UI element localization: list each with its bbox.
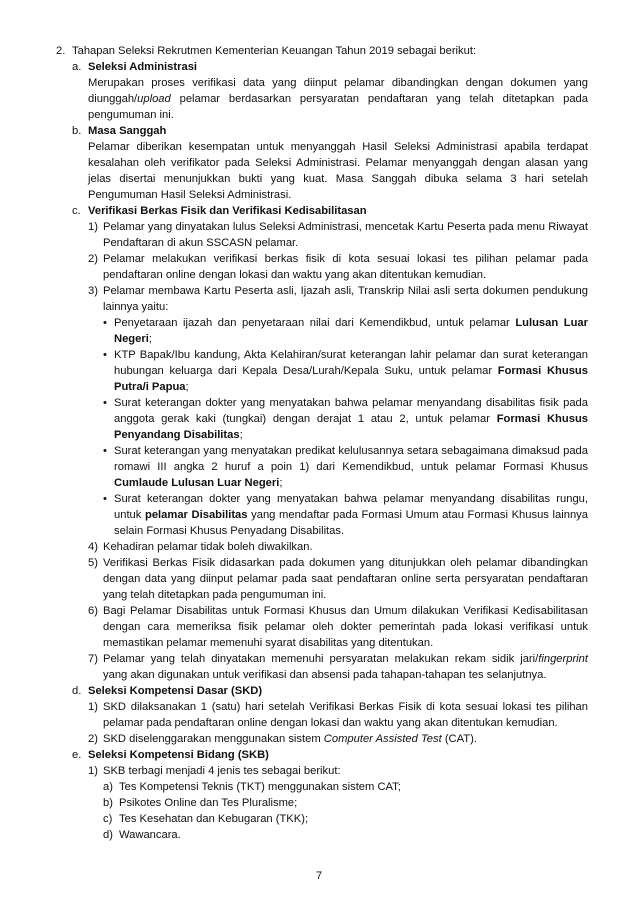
bullet-text: Surat keterangan dokter yang menyatakan bahwa pelamar menyandang disabilitas rungu, untuk pelamar Disabilitas yang mendaftar pada Formasi Umum atau Formasi Khusus lainnya selain Formasi Khusus Penyadang Disabilitas. [114,493,588,537]
e-subpoint-d [103,827,588,843]
bullet-item [103,491,588,539]
heading-text: Tahapan Seleksi Rekrutmen Kementerian Keuangan Tahun 2019 sebagai berikut: [72,45,477,57]
e-subpoint-b-text: Psikotes Online dan Tes Pluralisme; [119,797,298,809]
item-a-paragraph: Merupakan proses verifikasi data yang diinput pelamar dibandingkan dengan dokumen yang diunggah/upload pelamar berdasarkan persyaratan pendaftaran yang telah ditetapkan pada pengumuman ini. [88,77,588,121]
item-a-title: Seleksi Administrasi [88,61,198,73]
bullet-text: Surat keterangan dokter yang menyatakan bahwa pelamar menyandang disabilitas fisik pada anggota gerak kaki (tungkai) dengan derajat 1 atau 2, untuk pelamar Formasi Khusus Penyandang Disabilitas; [114,397,588,441]
bullet-item [103,443,588,491]
bullet-text: Surat keterangan yang menyatakan predikat kelulusannya setara sebagaimana dimaksud pada romawi III angka 2 huruf a poin 1) dari Kemendikbud, untuk pelamar Formasi Khusus Cumlaude Lulusan Luar Negeri; [114,445,588,489]
heading-number: 2. [56,45,66,57]
bullet-text: KTP Bapak/Ibu kandung, Akta Kelahiran/surat keterangan lahir pelamar dan surat keterangan hubungan keluarga dari Kepala Desa/Lurah/Kepala Suku, untuk pelamar Formasi Khusus Putra/i Papua; [114,349,588,393]
c-point-2-text: Pelamar melakukan verifikasi berkas fisik di kota sesuai lokasi tes pilihan pelamar pada pendaftaran online dengan lokasi dan waktu yang akan ditentukan kemudian. [103,253,588,281]
bullet-item [103,315,588,347]
c-point-2 [88,251,588,283]
c-point-7 [88,651,588,683]
item-e [72,747,588,763]
d-point-1-number: 1) [88,701,98,713]
item-b-paragraph: Pelamar diberikan kesempatan untuk menyanggah Hasil Seleksi Administrasi apabila terdapat kesalahan oleh verifikator pada Seleksi Administrasi. Pelamar menyanggah dengan alasan yang jelas disertai menunjukkan bukti yang kuat. Masa Sanggah dibuka selama 3 hari setelah Pengumuman Hasil Seleksi Administrasi. [88,141,588,201]
c-point-6-text: Bagi Pelamar Disabilitas untuk Formasi Khusus dan Umum dilakukan Verifikasi Kedisabilitasan dengan cara memeriksa fisik pelamar oleh dokter pemerintah pada lokasi verifikasi untuk memastikan pelamar memenuhi syarat disabilitas yang ditentukan. [103,605,588,649]
c-point-1 [88,219,588,251]
d-point-1 [88,699,588,731]
bullet-icon: • [103,445,107,457]
bullet-item [103,395,588,443]
c-point-2-number: 2) [88,253,98,265]
d-point-2-number: 2) [88,733,98,745]
c-point-1-text: Pelamar yang dinyatakan lulus Seleksi Administrasi, mencetak Kartu Peserta pada menu Riwayat Pendaftaran di akun SSCASN pelamar. [103,221,588,249]
c-point-4-text: Kehadiran pelamar tidak boleh diwakilkan. [103,541,313,553]
e-subpoint-c-letter: c) [103,813,113,825]
item-a-letter: a. [72,61,82,73]
page-number: 7 [315,870,323,882]
item-c-letter: c. [72,205,81,217]
e-subpoint-c-text: Tes Kesehatan dan Kebugaran (TKK); [119,813,309,825]
c-point-5-number: 5) [88,557,98,569]
e-subpoint-d-letter: d) [103,829,113,841]
e-subpoint-c [103,811,588,827]
c-point-7-number: 7) [88,653,98,665]
e-point-1 [88,763,588,779]
c-point-6 [88,603,588,651]
e-subpoint-a [103,779,588,795]
bullet-icon: • [103,349,107,361]
d-point-2-text: SKD diselenggarakan menggunakan sistem Computer Assisted Test (CAT). [103,733,477,745]
c-point-4 [88,539,588,555]
c-point-5-text: Verifikasi Berkas Fisik didasarkan pada dokumen yang ditunjukkan oleh pelamar dibandingkan dengan data yang diinput pelamar pada saat pendaftaran online serta persyaratan pendaftaran yang telah ditetapkan pada pengumuman ini. [103,557,588,601]
item-a [72,59,588,123]
c-point-3-number: 3) [88,285,98,297]
item-d [72,683,588,699]
section-heading [56,43,588,59]
e-point-1-text: SKB terbagi menjadi 4 jenis tes sebagai berikut: [103,765,341,777]
bullet-icon: • [103,317,107,329]
d-point-1-text: SKD dilaksanakan 1 (satu) hari setelah Verifikasi Berkas Fisik di kota sesuai lokasi tes pilihan pelamar pada pendaftaran online dengan lokasi dan waktu yang akan ditentukan kemudian. [103,701,588,729]
c-point-3 [88,283,588,315]
e-subpoint-b-letter: b) [103,797,113,809]
c-point-6-number: 6) [88,605,98,617]
document-page [56,43,588,843]
e-subpoint-a-letter: a) [103,781,113,793]
c-point-1-number: 1) [88,221,98,233]
item-d-letter: d. [72,685,82,697]
bullet-icon: • [103,493,107,505]
c-point-5 [88,555,588,603]
d-point-2 [88,731,588,747]
c-point-7-text: Pelamar yang telah dinyatakan memenuhi persyaratan melakukan rekam sidik jari/fingerprint yang akan digunakan untuk verifikasi dan absensi pada tahapan-tahapan tes selanjutnya. [103,653,588,681]
item-b-title: Masa Sanggah [88,125,167,137]
e-point-1-number: 1) [88,765,98,777]
c-point-4-number: 4) [88,541,98,553]
item-e-letter: e. [72,749,82,761]
item-d-title: Seleksi Kompetensi Dasar (SKD) [88,685,263,697]
item-e-title: Seleksi Kompetensi Bidang (SKB) [88,749,269,761]
e-subpoint-d-text: Wawancara. [119,829,181,841]
bullet-icon: • [103,397,107,409]
item-c [72,203,588,219]
c-point-3-text: Pelamar membawa Kartu Peserta asli, Ijazah asli, Transkrip Nilai asli serta dokumen pendukung lainnya yaitu: [103,285,588,313]
item-b-letter: b. [72,125,82,137]
item-b [72,123,588,203]
bullet-item [103,347,588,395]
e-subpoint-b [103,795,588,811]
item-c-title: Verifikasi Berkas Fisik dan Verifikasi Kedisabilitasan [88,205,367,217]
bullet-text: Penyetaraan ijazah dan penyetaraan nilai dari Kemendikbud, untuk pelamar Lulusan Luar Negeri; [114,317,588,345]
e-subpoint-a-text: Tes Kompetensi Teknis (TKT) menggunakan sistem CAT; [119,781,401,793]
